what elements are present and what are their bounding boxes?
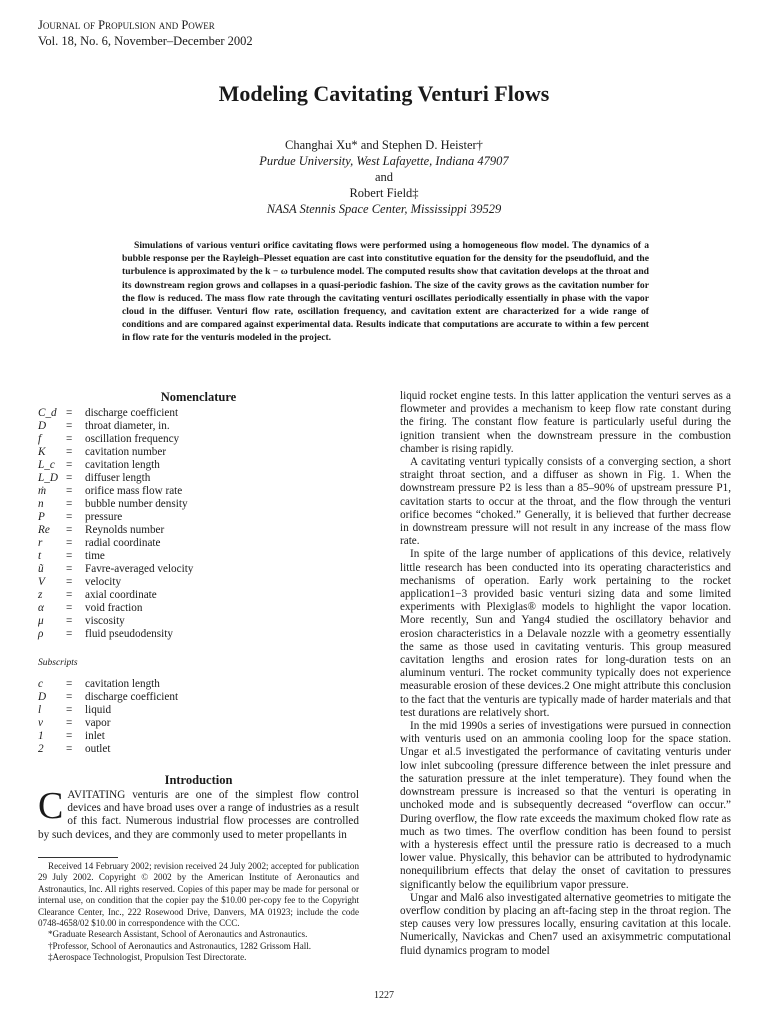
nomenclature-symbol: v [38, 717, 43, 729]
footnote-rule [38, 857, 118, 858]
equals-sign: = [66, 446, 73, 458]
footnote-author-1: *Graduate Research Assistant, School of Aeronautics and Astronautics. [48, 929, 308, 940]
equals-sign: = [66, 717, 73, 729]
equals-sign: = [66, 602, 73, 614]
equals-sign: = [66, 691, 73, 703]
nomenclature-symbol: ṁ [38, 485, 47, 497]
subscripts-label: Subscripts [38, 658, 78, 668]
abstract: Simulations of various venturi orifice cavitating flows were performed using a homogeneous flow model. The dynamics of a bubble response per the Rayleigh–Plesset equation are cast into constitutive equation for the density for the pseudofluid, and the turbulence is approximated by the k − ω turbulence model. The computed results show that cavitation develops at the throat and its downstream region grows and collapses in a quasi-periodic fashion. The size of the cavity grows as the cavitation number for the flow is reduced. The mass flow rate through the cavitating venturi oscillates periodically essentially in phase with the vapor cloud in the diffuser. Venturi flow rate, oscillation frequency, and cavitation extent are characterized for a wide range of conditions and are compared against experimental data. Results indicate that computations are accurate to within a few percent in flow rate for the venturis modeled in the project. [122, 240, 649, 344]
nomenclature-symbol: V [38, 576, 45, 588]
nomenclature-symbol: Re [38, 524, 50, 536]
nomenclature-symbol: K [38, 446, 46, 458]
equals-sign: = [66, 678, 73, 690]
dropcap: C [38, 785, 64, 827]
nomenclature-definition: cavitation length [85, 678, 160, 690]
equals-sign: = [66, 563, 73, 575]
equals-sign: = [66, 589, 73, 601]
equals-sign: = [66, 550, 73, 562]
nomenclature-definition: axial coordinate [85, 589, 157, 601]
nomenclature-symbol: l [38, 704, 42, 716]
nomenclature-symbol: L_c [38, 459, 55, 471]
equals-sign: = [66, 498, 73, 510]
nomenclature-symbol: f [38, 433, 42, 445]
equals-sign: = [66, 485, 73, 497]
journal-issue: Vol. 18, No. 6, November–December 2002 [38, 34, 253, 48]
affiliation-1: Purdue University, West Lafayette, Indiana 47907 [259, 154, 509, 168]
nomenclature-heading: Nomenclature [160, 390, 237, 404]
nomenclature-symbol: c [38, 678, 43, 690]
equals-sign: = [66, 420, 73, 432]
nomenclature-definition: oscillation frequency [85, 433, 180, 445]
nomenclature-definition: throat diameter, in. [85, 420, 170, 432]
nomenclature-definition: vapor [85, 717, 111, 729]
footnote-received: Received 14 February 2002; revision received 24 July 2002; accepted for publication 29 July 2002. Copyright © 2002 by the American Institute of Aeronautics and Astronautics, Inc. All rights reserved. Copies of this paper may be made for personal or internal use, on condition that the copier pay the $10.00 per-copy fee to the Copyright Clearance Center, Inc., 222 Rosewood Drive, Danvers, MA 01923; include the code 0748-4658/02 $10.00 in correspondence with the CCC. [38, 861, 359, 929]
nomenclature-definition: cavitation length [85, 459, 160, 471]
nomenclature-definition: liquid [85, 704, 112, 716]
body-paragraph: Ungar and Mal6 also investigated alternative geometries to mitigate the overflow condition by placing an aft-facing step in the throat region. The step causes very low pressures locally, ensuring cavitation at this locale. Numerically, Navickas and Chen7 used an axisymmetric computational fluid dynamics program to model [400, 891, 731, 957]
authors-line-1: Changhai Xu* and Stephen D. Heister† [285, 138, 483, 152]
nomenclature-symbol: t [38, 550, 42, 562]
nomenclature-symbol: n [38, 498, 44, 510]
nomenclature-symbol: ũ [38, 563, 44, 575]
equals-sign: = [66, 433, 73, 445]
equals-sign: = [66, 730, 73, 742]
nomenclature-symbol: μ [38, 615, 44, 627]
nomenclature-symbol: z [38, 589, 43, 601]
authors-line-2: Robert Field‡ [349, 186, 419, 200]
nomenclature-definition: time [85, 550, 105, 562]
nomenclature-symbol: D [38, 691, 47, 703]
journal-name: Journal of Propulsion and Power [38, 18, 215, 32]
nomenclature-definition: viscosity [85, 615, 125, 627]
nomenclature-definition: inlet [85, 730, 105, 742]
equals-sign: = [66, 704, 73, 716]
introduction-heading: Introduction [164, 773, 233, 787]
equals-sign: = [66, 576, 73, 588]
body-paragraph: In spite of the large number of applications of this device, relatively little research has been conducted into its operating characteristics and mechanisms of operation. Early work pertaining to the rocket application1−3 provided basic venturi sizing data and some limited experiments with Plexiglas® models to highlight the vapor location. More recently, Sun and Yang4 studied the oscillatory behavior and erosion characteristics in a Delavale nozzle with a geometry essentially the same as those used in cavitating venturis. This group measured cavitation lengths and erosion rates for long-duration tests on an aluminum venturi. The rocket community typically does not experience measurable erosion of these devices.2 One might attribute this conclusion to the fact that the venturis are typically made of harder materials and that test durations are relatively short. [400, 548, 731, 719]
footnote-author-3: ‡Aerospace Technologist, Propulsion Test Directorate. [48, 952, 247, 963]
nomenclature-symbol: C_d [38, 407, 57, 419]
nomenclature-definition: bubble number density [85, 498, 188, 510]
nomenclature-symbol: r [38, 537, 43, 549]
introduction-text: AVITATING venturis are one of the simplest flow control devices and have broad uses over a range of industries as a result of this fact. Numerous industrial flow processes are controlled by such devices, and they are commonly used to meter propellants in [38, 789, 359, 841]
equals-sign: = [66, 628, 73, 640]
nomenclature-definition: discharge coefficient [85, 407, 179, 419]
nomenclature-definition: cavitation number [85, 446, 167, 458]
affiliation-2: NASA Stennis Space Center, Mississippi 39529 [266, 202, 502, 216]
equals-sign: = [66, 472, 73, 484]
nomenclature-symbol: P [38, 511, 45, 523]
nomenclature-definition: outlet [85, 743, 111, 755]
nomenclature-symbol: α [38, 602, 44, 614]
nomenclature-definition: Favre-averaged velocity [85, 563, 194, 575]
journal-header [38, 17, 253, 49]
nomenclature-definition: diffuser length [85, 472, 151, 484]
nomenclature-definition: radial coordinate [85, 537, 161, 549]
nomenclature-definition: orifice mass flow rate [85, 485, 183, 497]
nomenclature-definition: discharge coefficient [85, 691, 179, 703]
equals-sign: = [66, 407, 73, 419]
paper-title: Modeling Cavitating Venturi Flows [218, 81, 550, 106]
nomenclature-definition: velocity [85, 576, 122, 588]
equals-sign: = [66, 524, 73, 536]
nomenclature-symbol: ρ [38, 628, 44, 640]
footnote-author-2: †Professor, School of Aeronautics and Astronautics, 1282 Grissom Hall. [48, 940, 312, 951]
equals-sign: = [66, 459, 73, 471]
nomenclature-definition: Reynolds number [85, 524, 165, 536]
nomenclature-definition: void fraction [85, 602, 143, 614]
nomenclature-definition: fluid pseudodensity [85, 628, 173, 640]
body-paragraph: In the mid 1990s a series of investigations were pursued in connection with venturis used on an ammonia cooling loop for the space station. Ungar et al.5 investigated the performance of cavitating venturis under low inlet subcooling (pressure difference between the inlet pressure and the saturation pressure at the inlet temperature). They found when the downstream pressure is increased so that the venturi is operating in unchoked mode and is subsequently decreased “overflow can occur.” During overflow, the flow rate exceeds the maximum choked flow rate as much as two times. The overflow condition has been found to persist with a hysteresis effect until the pressure ratio is decreased to a much lower value. Physically, this behavior can be attributed to hydrodynamic nonequilibrium effects that delay the onset of cavitation to pressures significantly below the equilibrium vapor pressure. [400, 720, 731, 891]
right-column [400, 390, 731, 958]
introduction-paragraph [38, 785, 359, 842]
equals-sign: = [66, 615, 73, 627]
equals-sign: = [66, 743, 73, 755]
page-number: 1227 [374, 990, 394, 1001]
nomenclature-symbol: 2 [38, 743, 44, 755]
nomenclature-symbol: L_D [38, 472, 58, 484]
footnotes [38, 861, 359, 964]
nomenclature-symbol: 1 [38, 730, 44, 742]
body-paragraph: liquid rocket engine tests. In this latter application the venturi serves as a flowmeter and provides a mechanism to keep flow rate constant during the firing. The constant flow feature is particularly useful during the ignition transient when the downstream pressure in the combustion chamber is rising rapidly. [400, 390, 731, 455]
nomenclature-symbol: D [38, 420, 47, 432]
equals-sign: = [66, 537, 73, 549]
equals-sign: = [66, 511, 73, 523]
authors-and: and [374, 170, 394, 184]
nomenclature-definition: pressure [85, 511, 123, 523]
body-paragraph: A cavitating venturi typically consists of a converging section, a short straight throat section, and a diffuser as shown in Fig. 1. When the downstream pressure P2 is less than a 85–90% of upstream pressure P1, cavitation starts to occur at the throat, and the flow through the venturi orifice becomes “choked.” Generally, it is believed that further decrease in downstream pressure will not result in any increase of the mass flow rate. [400, 456, 731, 548]
